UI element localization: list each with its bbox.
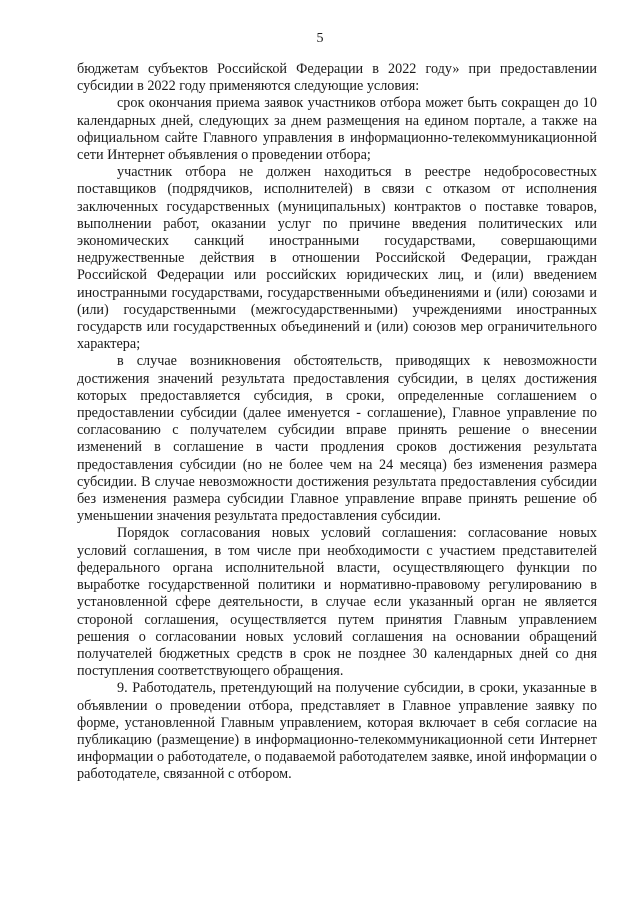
paragraph-approval-procedure: Порядок согласования новых условий соглашения: согласование новых условий соглашения, в том числе при необходимости с участием представителей федерального органа исполнительной власти, осуществляющего функции по выработке государственной политики и нормативно-правовому регулированию в установленной сфере деятельности, в случае если указанный орган не является стороной соглашения, осуществляется путем принятия Главным управлением решения о согласовании новых условий соглашения на основании обращений получателей бюджетных средств в срок не позднее 30 календарных дней со дня поступления соответствующего обращения. <box>77 525 597 680</box>
paragraph-unreliable-suppliers: участник отбора не должен находиться в реестре недобросовестных поставщиков (подрядчиков, исполнителей) в связи с отказом от исполнения заключенных государственных (муниципальных) контрактов о поставке товаров, выполнении работ, оказании услуг по причине введения политических или экономических санкций иностранными государствами, совершающими недружественные действия в отношении Российской Федерации, граждан Российской Федерации или российских юридических лиц, и (или) введением иностранными государствами, государственными объединениями и (или) союзами и (или) государственными (межгосударственными) учреждениями иностранных государств или государственных объединений и (или) союзов мер ограничительного характера; <box>77 164 597 353</box>
paragraph-item-9: 9. Работодатель, претендующий на получение субсидии, в сроки, указанные в объявлении о проведении отбора, представляет в Главное управление заявку по форме, установленной Главным управлением, которая включает в себя согласие на публикацию (размещение) в информационно-телекоммуникационной сети Интернет информации о работодателе, о подаваемой работодателем заявке, иной информации о работодателе, связанной с отбором. <box>77 680 597 783</box>
page-number: 5 <box>316 31 324 46</box>
paragraph-continuation: бюджетам субъектов Российской Федерации в 2022 году» при предоставлении субсидии в 2022 году применяются следующие условия: <box>77 61 597 95</box>
paragraph-application-deadline: срок окончания приема заявок участников отбора может быть сокращен до 10 календарных дней, следующих за днем размещения на едином портале, а также на официальном сайте Главного управления в информационно-телекоммуникационной сети Интернет объявления о проведении отбора; <box>77 95 597 164</box>
document-body <box>77 61 597 784</box>
paragraph-agreement-changes: в случае возникновения обстоятельств, приводящих к невозможности достижения значений результата предоставления субсидии, в целях достижения которых предоставляется субсидия, в сроки, определенные соглашением о предоставлении субсидии (далее именуется - соглашение), Главное управление по согласованию с получателем субсидии вправе принять решение о внесении изменений в соглашение в части продления сроков достижения результата предоставления субсидии (но не более чем на 24 месяца) без изменения размера субсидии. В случае невозможности достижения результата предоставления субсидии без изменения размера субсидии Главное управление вправе принять решение об уменьшении значения результата предоставления субсидии. <box>77 353 597 525</box>
